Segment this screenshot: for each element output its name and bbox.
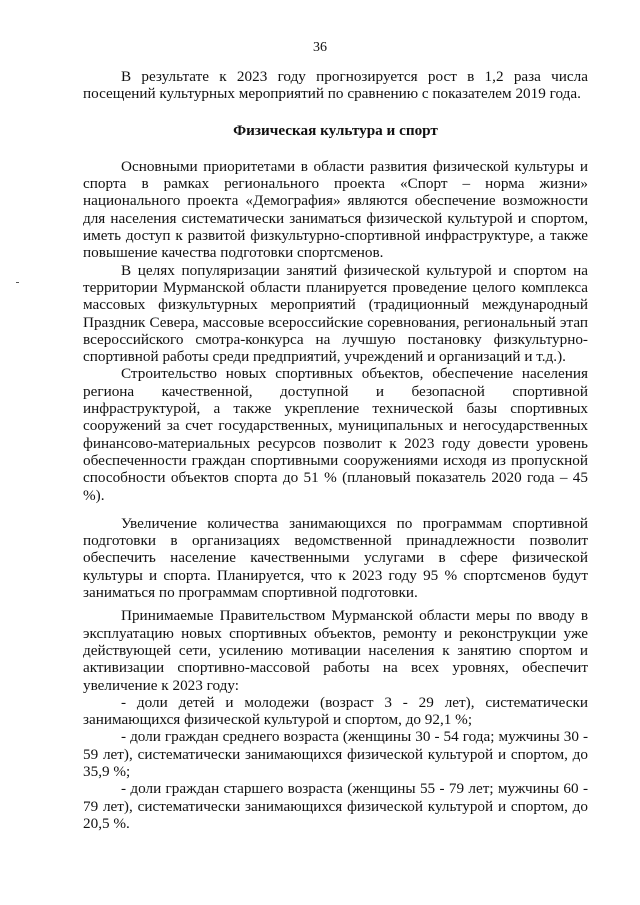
paragraph-measures: Принимаемые Правительством Мурманской области меры по вводу в эксплуатацию новых спортивных объектов, ремонту и реконструкции уже действующей сети, усилению мотивации населения к занятию спортом и активизации спортивно-массовой работы на всех уровнях, обеспечит увеличение к 2023 году:	[83, 607, 588, 694]
paragraph-popularization: В целях популяризации занятий физической культурой и спортом на территории Мурманской области планируется проведение целого комплекса массовых физкультурных мероприятий (традиционный международный Праздник Севера, массовые всероссийские соревнования, региональный этап всероссийского смотра-конкурса на лучшую постановку физкультурно-спортивной работы среди предприятий, учреждений и организаций и т.д.).	[83, 261, 588, 366]
margin-mark	[16, 282, 19, 283]
list-item: - доли граждан старшего возраста (женщины 55 - 79 лет; мужчины 60 - 79 лет), систематически занимающихся физической культурой и спортом, до 20,5 %.	[83, 780, 588, 832]
paragraph-priorities: Основными приоритетами в области развития физической культуры и спорта в рамках регионального проекта «Спорт – норма жизни» национального проекта «Демография» являются обеспечение возможности для населения систематически заниматься физической культурой и спортом, иметь доступ к развитой физкультурно-спортивной инфраструктуре, а также повышение качества подготовки спортсменов.	[83, 157, 588, 262]
page-number: 36	[313, 40, 327, 55]
list-item: - доли граждан среднего возраста (женщины 30 - 54 года; мужчины 30 - 59 лет), систематически занимающихся физической культурой и спортом, до 35,9 %;	[83, 728, 588, 780]
section-title: Физическая культура и спорт	[233, 121, 438, 139]
paragraph-construction: Строительство новых спортивных объектов, обеспечение населения региона качественной, доступной и безопасной спортивной инфраструктурой, а также укрепление технической базы спортивных сооружений за счет государственных, муниципальных и негосударственных финансово-материальных ресурсов позволит к 2023 году довести уровень обеспеченности граждан спортивными сооружениями исходя из пропускной способности объектов спорта до 51 % (плановый показатель 2020 года – 45 %).	[83, 365, 588, 504]
paragraph-training: Увеличение количества занимающихся по программам спортивной подготовки в организациях ведомственной принадлежности позволит обеспечить население качественными услугами в сфере физической культуры и спорта. Планируется, что к 2023 году 95 % спортсменов будут заниматься по программам спортивной подготовки.	[83, 514, 588, 602]
list-item: - доли детей и молодежи (возраст 3 - 29 лет), систематически занимающихся физической культурой и спортом, до 92,1 %;	[83, 693, 588, 729]
intro-paragraph: В результате к 2023 году прогнозируется рост в 1,2 раза числа посещений культурных мероприятий по сравнению с показателем 2019 года.	[83, 68, 588, 103]
document-body	[83, 68, 588, 832]
